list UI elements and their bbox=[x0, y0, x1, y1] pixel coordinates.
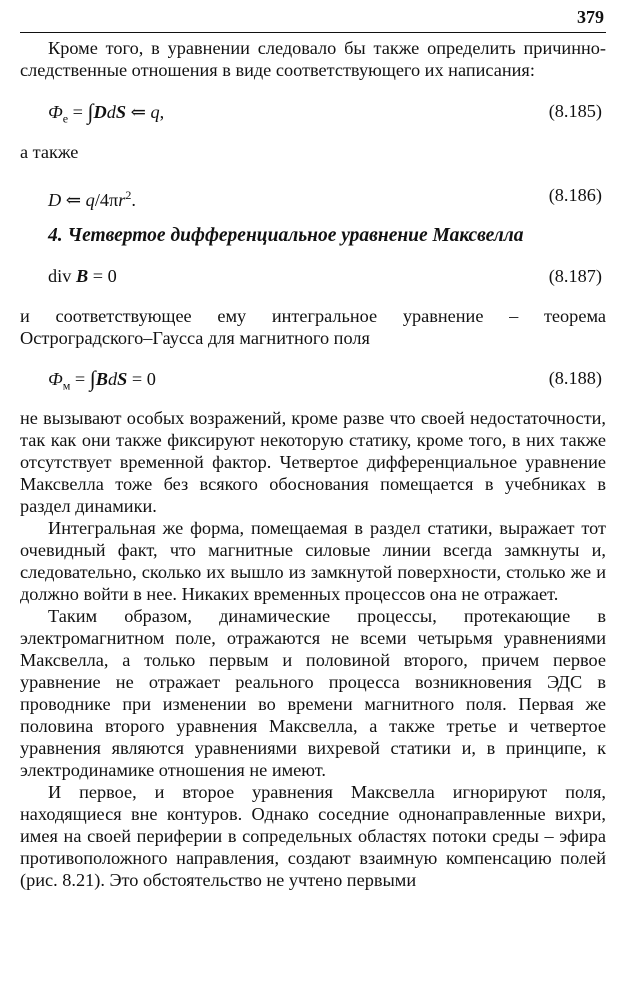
equation-8-187 bbox=[20, 265, 606, 287]
paragraph-integral-form: Интегральная же форма, помещаемая в раздел статики, выражает тот очевидный факт, что магнитные силовые линии всегда замкнуты и, следовательно, сколько их вышло из замкнутой поверхности, столько же и должно войти в нее. Никаких временных процессов она не отражает. bbox=[20, 518, 606, 604]
equation-formula: D ⇐ $q/4\pi r^2$. bbox=[48, 188, 136, 211]
header-rule bbox=[20, 32, 606, 33]
intro-paragraph: Кроме того, в уравнении следовало бы также определить причинно-следственные отношения в виде соответствующего их написания: bbox=[20, 38, 606, 80]
also-text: а также bbox=[20, 142, 79, 162]
equation-formula: $Ф_е = \int DdS$ ⇐ q, bbox=[48, 99, 165, 126]
equation-number: (8.187) bbox=[548, 266, 602, 286]
equation-number: (8.186) bbox=[548, 185, 602, 205]
page-number: 379 bbox=[577, 7, 604, 27]
paragraph-thus: Таким образом, динамические процессы, протекающие в электромагнитном поле, отражаются не всеми четырьмя уравнениями Максвелла, а только первым и половиной второго, причем первое уравнение не отражает реального процесса возникновения ЭДС в проводнике при изменении во времени магнитного поля. Первая же половина второго уравнения Максвелла, а также третье и четвертое уравнения являются уравнениями вихревой статики и, в принципе, к электродинамике отношения не имеют. bbox=[20, 606, 606, 780]
equation-number: (8.185) bbox=[548, 101, 602, 121]
paragraph-no-objections: не вызывают особых возражений, кроме разве что своей недостаточности, так как они также фиксируют некоторую статику, кроме того, в них также отсутствует временной фактор. Четвертое дифференциальное уравнение Максвелла тоже без всякого обоснования помещается в учебниках в раздел динамики. bbox=[20, 408, 606, 516]
paragraph-first-second: И первое, и второе уравнения Максвелла игнорируют поля, находящиеся вне контуров. Однако соседние однонаправленные вихри, имея на своей периферии в сопредельных областях потоки среды – эфира противоположного направления, создают взаимную компенсацию полей (рис. 8.21). Это обстоятельство не учтено первыми bbox=[20, 782, 606, 890]
section-heading: 4. Четвертое дифференциальное уравнение Максвелла bbox=[48, 225, 524, 246]
equation-formula: $Ф_м = \int BdS = 0$ bbox=[48, 366, 156, 393]
equation-8-188 bbox=[20, 366, 606, 393]
equation-number: (8.188) bbox=[548, 368, 602, 388]
equation-8-185 bbox=[20, 99, 606, 126]
equation-8-186 bbox=[20, 184, 606, 211]
paragraph-line: и соответствующее ему интегральное уравнение – теорема bbox=[20, 306, 606, 326]
page-body bbox=[20, 37, 606, 891]
equation-formula: div B = 0 bbox=[48, 266, 117, 286]
paragraph-line: Остроградского–Гаусса для магнитного поля bbox=[20, 328, 370, 348]
